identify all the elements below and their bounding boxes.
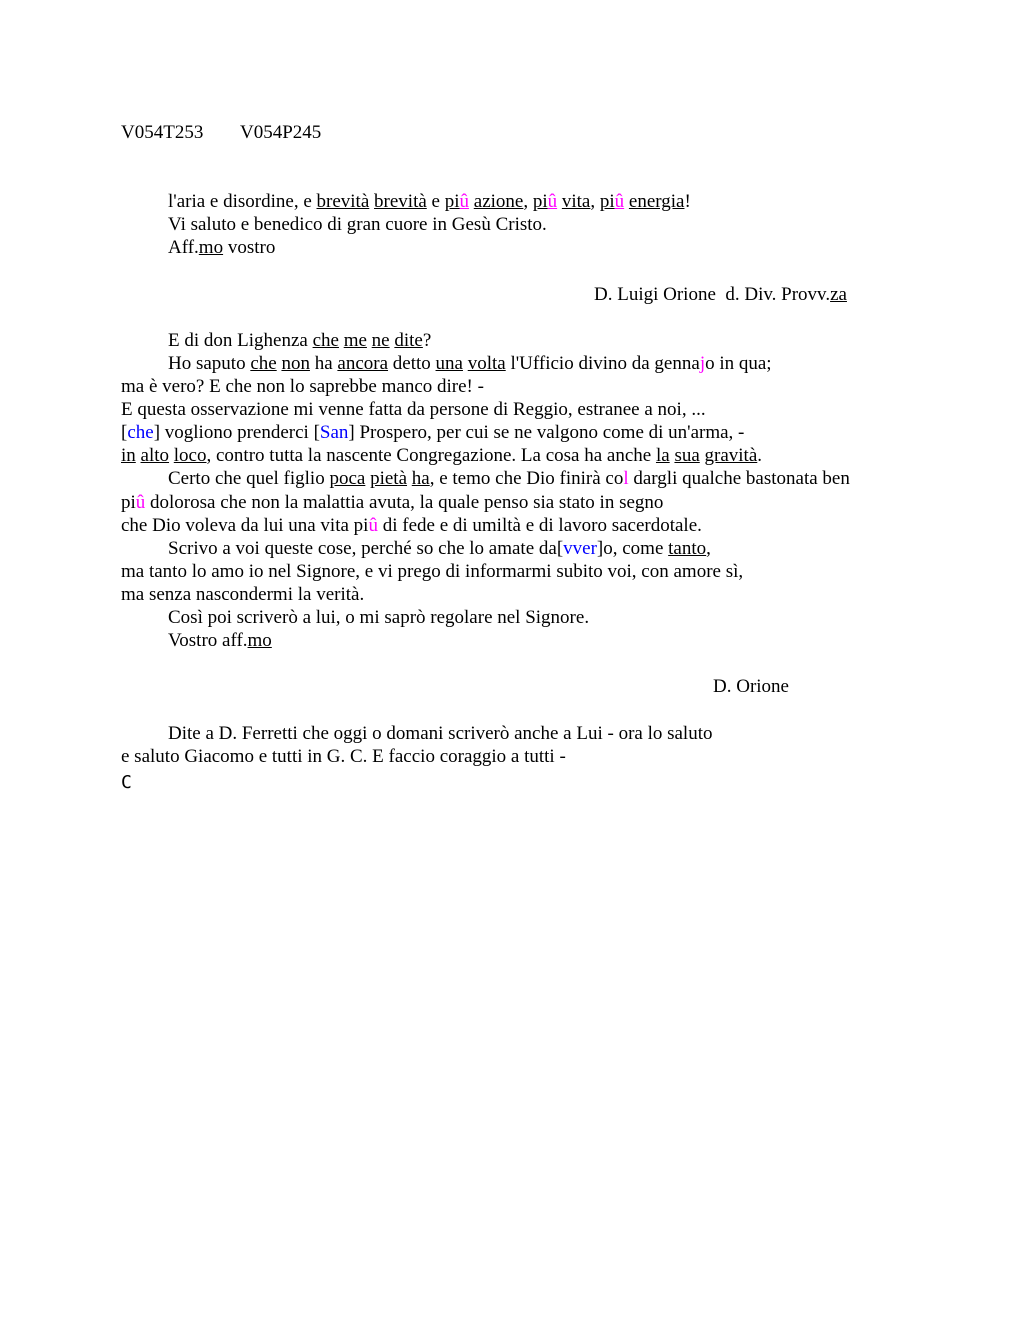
- text-segment: ,: [706, 538, 711, 559]
- text-segment: sua: [674, 445, 700, 466]
- text-segment: pi: [444, 191, 460, 212]
- text-line: [168, 629, 272, 652]
- text-segment: û: [547, 191, 558, 212]
- text-line: [121, 398, 706, 421]
- text-segment: , e temo che Dio finirà co: [429, 468, 624, 489]
- text-segment: tanto: [668, 538, 707, 559]
- text-segment: loco: [173, 445, 207, 466]
- text-line: [121, 583, 364, 606]
- text-segment: che: [312, 330, 339, 351]
- text-segment: brevità: [316, 191, 370, 212]
- signature-line: [713, 675, 789, 698]
- text-segment: Aff.: [168, 237, 199, 258]
- text-segment: !: [684, 191, 691, 212]
- text-segment: , contro tutta la nascente Congregazione. La cosa ha anche: [206, 445, 656, 466]
- text-segment: una: [435, 353, 463, 374]
- text-line: [168, 236, 275, 259]
- text-segment: Ho saputo: [168, 353, 251, 374]
- text-segment: û: [614, 191, 625, 212]
- text-segment: la: [655, 445, 670, 466]
- text-segment: pietà: [370, 468, 408, 489]
- text-segment: û: [368, 515, 378, 536]
- text-line: [121, 745, 566, 768]
- text-segment: volta: [467, 353, 506, 374]
- text-segment: e saluto Giacomo e tutti in G. C. E faccio coraggio a tutti -: [121, 746, 566, 767]
- text-segment: û: [459, 191, 470, 212]
- text-segment: che: [127, 422, 154, 443]
- text-segment: ,: [523, 191, 533, 212]
- text-line: [168, 190, 691, 213]
- text-segment: mo: [198, 237, 224, 258]
- text-segment: pi: [599, 191, 615, 212]
- text-segment: poca: [329, 468, 366, 489]
- text-segment: mo: [247, 630, 272, 651]
- text-segment: l'aria e disordine, e: [168, 191, 317, 212]
- text-segment: ancora: [337, 353, 389, 374]
- text-line: [121, 444, 762, 467]
- text-segment: û: [135, 492, 146, 513]
- text-segment: alto: [140, 445, 170, 466]
- header-code-1: V054T253: [121, 122, 204, 143]
- text-segment: .: [757, 445, 763, 466]
- text-segment: D. Orione: [713, 676, 789, 697]
- text-segment: azione: [473, 191, 524, 212]
- text-line: [121, 375, 484, 398]
- text-segment: che Dio voleva da lui una vita pi: [121, 515, 369, 536]
- text-segment: detto: [388, 353, 436, 374]
- signature-line: [594, 283, 847, 306]
- header-code-2: V054P245: [240, 122, 322, 143]
- text-segment: me: [343, 330, 367, 351]
- text-segment: energia: [628, 191, 685, 212]
- text-segment: ] vogliono prenderci [: [153, 422, 320, 443]
- text-line: [168, 537, 711, 560]
- text-segment: ne: [371, 330, 390, 351]
- text-line: [168, 606, 589, 629]
- text-segment: ha: [411, 468, 430, 489]
- text-segment: vostro: [223, 237, 276, 258]
- text-segment: Scrivo a voi queste cose, perché so che lo amate da[: [168, 538, 564, 559]
- text-line: [168, 213, 547, 236]
- text-segment: ma tanto lo amo io nel Signore, e vi prego di informarmi subito voi, con amore sì,: [121, 561, 744, 582]
- text-line: [121, 560, 743, 583]
- text-segment: pi: [121, 492, 136, 513]
- text-segment: ma senza nascondermi la verità.: [121, 584, 365, 605]
- text-segment: dargli qualche bastonata ben: [628, 468, 850, 489]
- text-segment: in: [121, 445, 136, 466]
- text-segment: D. Luigi Orione d. Div. Provv.: [594, 284, 831, 305]
- text-segment: o in qua;: [705, 353, 772, 374]
- text-line: [168, 722, 713, 745]
- text-segment: ?: [422, 330, 432, 351]
- text-line: [168, 329, 431, 352]
- text-line: [121, 514, 702, 537]
- text-segment: l'Ufficio divino da genna: [505, 353, 700, 374]
- text-segment: E questa osservazione mi venne fatta da persone di Reggio, estranee a noi, ...: [121, 399, 706, 420]
- text-segment: Certo che quel figlio: [168, 468, 330, 489]
- text-segment: ] Prospero, per cui se ne valgono come di un'arma, -: [348, 422, 745, 443]
- text-segment: za: [830, 284, 847, 305]
- text-segment: j: [699, 353, 706, 374]
- text-line: [168, 352, 772, 375]
- text-segment: [: [121, 422, 128, 443]
- text-segment: di fede e di umiltà e di lavoro sacerdotale.: [377, 515, 702, 536]
- text-segment: Dite a D. Ferretti che oggi o domani scriverò anche a Lui - ora lo saluto: [168, 723, 713, 744]
- text-segment: C: [121, 772, 132, 793]
- text-segment: e: [426, 191, 445, 212]
- text-segment: Vi saluto e benedico di gran cuore in Gesù Cristo.: [168, 214, 547, 235]
- text-segment: Così poi scriverò a lui, o mi saprò regolare nel Signore.: [168, 607, 590, 628]
- text-segment: dite: [394, 330, 423, 351]
- text-segment: pi: [532, 191, 548, 212]
- text-segment: vver: [563, 538, 597, 559]
- text-segment: dolorosa che non la malattia avuta, la quale penso sia stato in segno: [145, 492, 664, 513]
- text-segment: ]o, come: [596, 538, 669, 559]
- text-line: [121, 771, 132, 794]
- text-segment: non: [281, 353, 310, 374]
- text-segment: brevità: [374, 191, 427, 212]
- text-line: [121, 491, 663, 514]
- text-segment: che: [250, 353, 277, 374]
- text-segment: gravità: [704, 445, 758, 466]
- text-line: [168, 467, 850, 490]
- text-segment: E di don Lighenza: [168, 330, 313, 351]
- text-segment: Vostro aff.: [168, 630, 248, 651]
- text-segment: ha: [309, 353, 338, 374]
- text-segment: ,: [590, 191, 600, 212]
- text-line: [121, 421, 744, 444]
- text-segment: ma è vero? E che non lo saprebbe manco dire! -: [121, 376, 484, 397]
- text-segment: l: [623, 468, 629, 489]
- text-segment: vita: [561, 191, 591, 212]
- text-segment: San: [319, 422, 349, 443]
